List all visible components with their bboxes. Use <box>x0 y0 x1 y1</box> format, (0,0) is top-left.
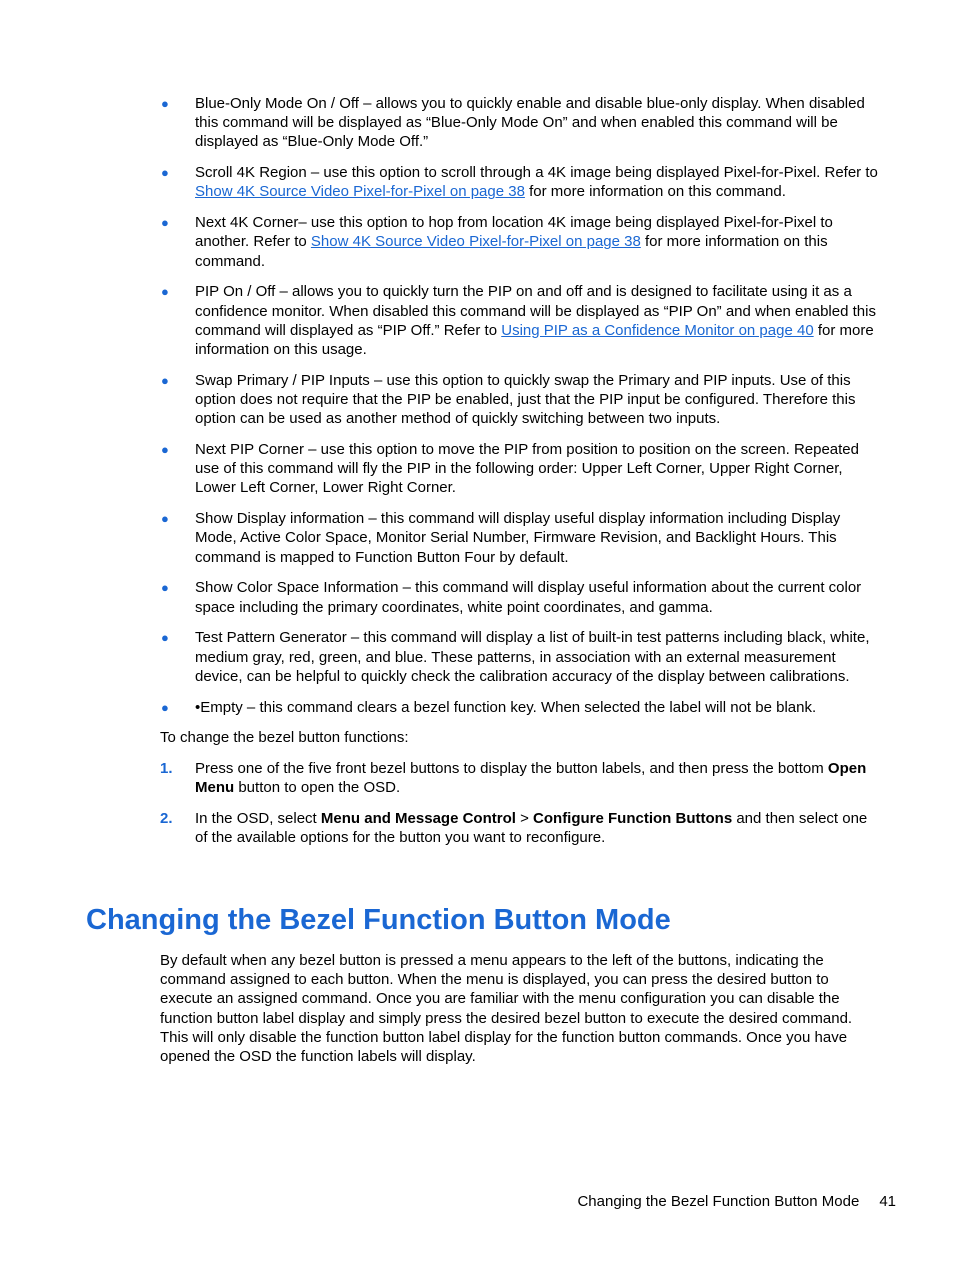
section-body-paragraph: By default when any bezel button is pressed a menu appears to the left of the buttons, indicating the command assigned to each button. When the menu is displayed, you can press the desired button to execute an assigned command. Once you are familiar with the menu configuration you can disable the function button label display and simply press the desired bezel button to execute the desired command. This will only disable the function button label display for the function button commands. Once you have opened the OSD the function labels will display. <box>160 952 853 1066</box>
list-item-text: Test Pattern Generator – this command will display a list of built-in test patterns including black, white, medium gray, red, green, and blue. These patterns, in association with an external measurement device, can be helpful to quickly check the calibration accuracy of the display between calibrations. <box>195 629 870 685</box>
list-item-test-pattern-generator <box>0 628 880 686</box>
bullet-icon: ● <box>161 215 169 231</box>
step-text: Press one of the five front bezel buttons to display the button labels, and then press the bottom <box>195 760 828 778</box>
list-item-show-display-information <box>0 509 880 567</box>
section-heading: Changing the Bezel Function Button Mode <box>86 904 671 936</box>
list-item-scroll-4k-region <box>0 163 880 201</box>
bullet-icon: ● <box>161 165 169 181</box>
command-option-list <box>0 94 954 717</box>
steps-list <box>0 759 954 847</box>
step-item <box>0 809 880 847</box>
list-item-blue-only-mode <box>0 94 880 152</box>
list-item-text: Show Display information – this command will display useful display information including Display Mode, Active Color Space, Monitor Serial Number, Firmware Revision, and Backlight Hours. This command is mapped to Function Button Four by default. <box>195 510 841 566</box>
step-text: and then select one of the available options for the button you want to reconfigure. <box>195 809 868 846</box>
page-content <box>0 94 954 858</box>
list-item-swap-primary-pip <box>0 371 880 429</box>
list-item-show-color-space-information <box>0 578 880 616</box>
list-item-text: Next 4K Corner– use this option to hop from location 4K image being displayed Pixel-for-Pixel to another. Refer to <box>195 214 833 251</box>
list-item-text: Next PIP Corner – use this option to move the PIP from position to position on the screen. Repeated use of this command will fly the PIP in the following order: Upper Left Corner, Upper Right Corner, Lower Left Corner, Lower Right Corner. <box>195 441 859 497</box>
page-number: 41 <box>879 1193 896 1210</box>
list-item-text-after: for more information on this usage. <box>195 321 874 359</box>
step-number: 1. <box>160 760 173 778</box>
list-item-next-pip-corner <box>0 440 880 498</box>
list-item-text: Scroll 4K Region – use this option to scroll through a 4K image being displayed Pixel-for-Pixel. Refer to <box>195 164 878 182</box>
step-text: button to open the OSD. <box>234 779 401 797</box>
footer-section-title: Changing the Bezel Function Button Mode <box>577 1193 860 1210</box>
bullet-icon: ● <box>161 630 169 646</box>
bullet-icon: ● <box>161 284 169 300</box>
steps-intro: To change the bezel button functions: <box>160 729 409 747</box>
bullet-icon: ● <box>161 699 169 715</box>
list-item-next-4k-corner <box>0 213 880 271</box>
bullet-icon: ● <box>161 511 169 527</box>
step-bold-text: Menu and Message Control <box>320 809 516 827</box>
step-bold-text: Configure Function Buttons <box>533 809 733 827</box>
list-item-text: •Empty – this command clears a bezel function key. When selected the label will not be blank. <box>195 698 817 716</box>
list-item-empty <box>0 698 880 717</box>
list-item-text: Swap Primary / PIP Inputs – use this option to quickly swap the Primary and PIP inputs. Use of this option does not require that the PIP be enabled, just that the PIP input be configured. Therefore this option can be used as another method of quickly switching between two inputs. <box>195 371 856 428</box>
step-bold-text: Open Menu <box>195 760 867 797</box>
list-item-pip-on-off <box>0 282 880 359</box>
list-item-text-after: for more information on this command. <box>524 183 786 201</box>
link-show-4k-source-video[interactable]: Show 4K Source Video Pixel-for-Pixel on page 38 <box>310 233 641 251</box>
list-item-text: PIP On / Off – allows you to quickly turn the PIP on and off and is designed to facilitate using it as a confidence monitor. When disabled this command will be displayed as “PIP On” and when enabled this command will displayed as “PIP Off.” Refer to <box>195 283 876 339</box>
step-item <box>0 759 880 797</box>
step-text: > <box>515 809 534 827</box>
step-text: In the OSD, select <box>195 809 321 827</box>
bullet-icon: ● <box>161 580 169 596</box>
bullet-icon: ● <box>161 96 169 111</box>
bullet-icon: ● <box>161 372 169 388</box>
page-footer <box>577 1192 896 1211</box>
list-item-text: Show Color Space Information – this command will display useful information about the current color space including the primary coordinates, white point coordinates, and gamma. <box>195 579 862 616</box>
link-show-4k-source-video[interactable]: Show 4K Source Video Pixel-for-Pixel on page 38 <box>195 183 525 201</box>
link-using-pip-confidence-monitor[interactable]: Using PIP as a Confidence Monitor on page 40 <box>501 321 814 339</box>
step-number: 2. <box>160 809 173 827</box>
bullet-icon: ● <box>161 442 169 458</box>
list-item-text-after: for more information on this command. <box>195 233 828 270</box>
list-item-text: Blue-Only Mode On / Off – allows you to quickly enable and disable blue-only display. When disabled this command will be displayed as “Blue-Only Mode On” and when enabled this command will be displayed as “Blue-Only Mode Off.” <box>195 95 865 151</box>
